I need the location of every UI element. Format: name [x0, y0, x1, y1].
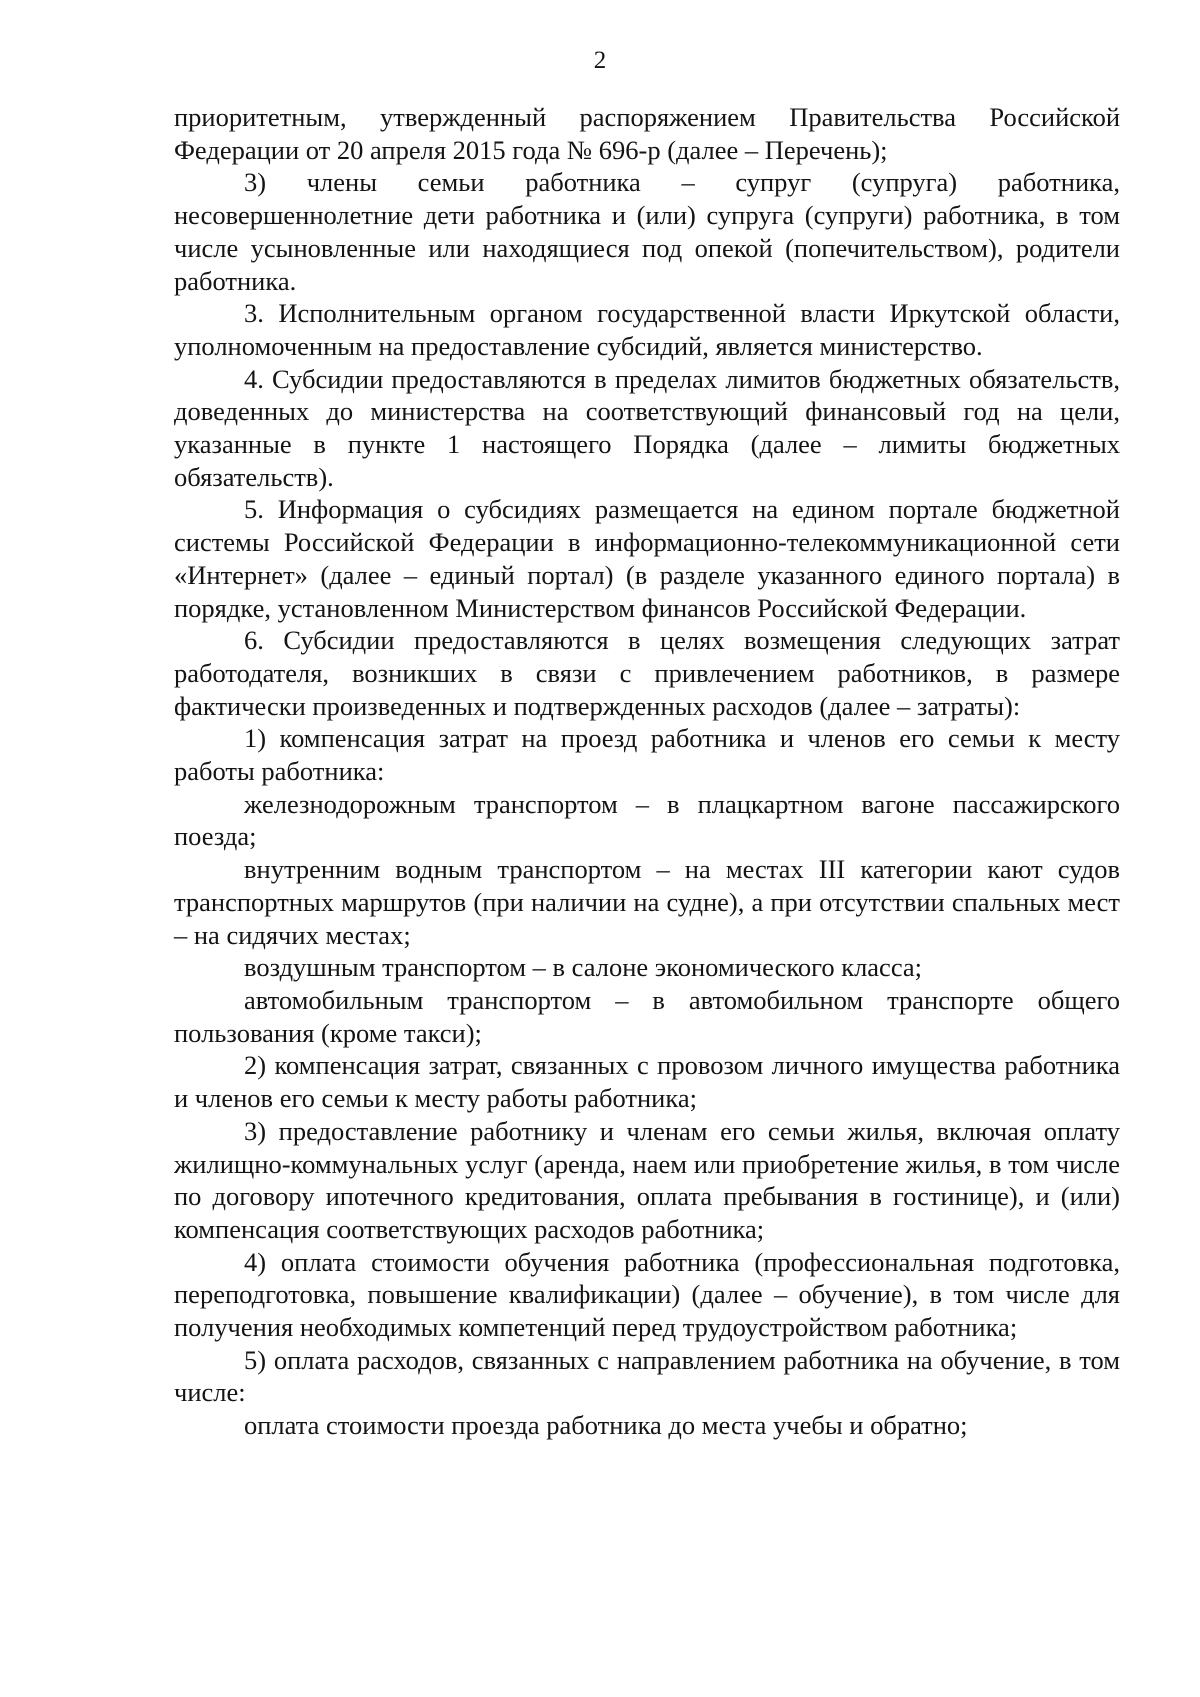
paragraph: 1) компенсация затрат на проезд работника и членов его семьи к месту работы работника: — [174, 723, 1120, 787]
paragraph: воздушным транспортом – в салоне экономического класса; — [244, 952, 923, 983]
paragraph: оплата стоимости проезда работника до места учебы и обратно; — [244, 1410, 968, 1441]
paragraph: 2) компенсация затрат, связанных с провозом личного имущества работника и членов его семьи к месту работы работника; — [174, 1050, 1120, 1114]
paragraph: внутренним водным транспортом – на местах III категории кают судов транспортных маршрутов (при наличии на судне), а при отсутствии спальных мест – на сидячих местах; — [174, 854, 1120, 950]
paragraph: приоритетным, утвержденный распоряжением Правительства Российской Федерации от 20 апреля 2015 года № 696-р (далее – Перечень); — [174, 102, 1120, 165]
paragraph: 6. Субсидии предоставляются в целях возмещения следующих затрат работодателя, возникших в связи с привлечением работников, в размере фактически произведенных и подтвержденных расходов (далее – затраты): — [174, 625, 1120, 721]
page-number: 2 — [593, 47, 607, 74]
paragraph: 4. Субсидии предоставляются в пределах лимитов бюджетных обязательств, доведенных до министерства на соответствующий финансовый год на цели, указанные в пункте 1 настоящего Порядка (далее – лимиты бюджетных обязательств). — [174, 363, 1120, 492]
paragraph: 5) оплата расходов, связанных с направлением работника на обучение, в том числе: — [174, 1344, 1120, 1408]
paragraph: 3) члены семьи работника – супруг (супруга) работника, несовершеннолетние дети работника и (или) супруга (супруги) работника, в том числе усыновленные или находящиеся под опекой (попечительством), родители работника. — [174, 167, 1120, 296]
document-body — [174, 101, 1120, 1442]
paragraph: автомобильным транспортом – в автомобильном транспорте общего пользования (кроме такси); — [174, 984, 1120, 1048]
paragraph: 5. Информация о субсидиях размещается на едином портале бюджетной системы Российской Федерации в информационно-телекоммуникационной сети «Интернет» (далее – единый портал) (в разделе указанного единого портала) в порядке, установленном Министерством финансов Российской Федерации. — [174, 494, 1120, 623]
paragraph: 3) предоставление работнику и членам его семьи жилья, включая оплату жилищно-коммунальных услуг (аренда, наем или приобретение жилья, в том числе по договору ипотечного кредитования, оплата пребывания в гостинице), и (или) компенсация соответствующих расходов работника; — [174, 1115, 1120, 1244]
paragraph: 3. Исполнительным органом государственной власти Иркутской области, уполномоченным на предоставление субсидий, является министерство. — [174, 298, 1120, 361]
paragraph: железнодорожным транспортом – в плацкартном вагоне пассажирского поезда; — [174, 788, 1120, 852]
paragraph: 4) оплата стоимости обучения работника (профессиональная подготовка, переподготовка, повышение квалификации) (далее – обучение), в том числе для получения необходимых компетенций перед трудоустройством работника; — [174, 1246, 1120, 1343]
